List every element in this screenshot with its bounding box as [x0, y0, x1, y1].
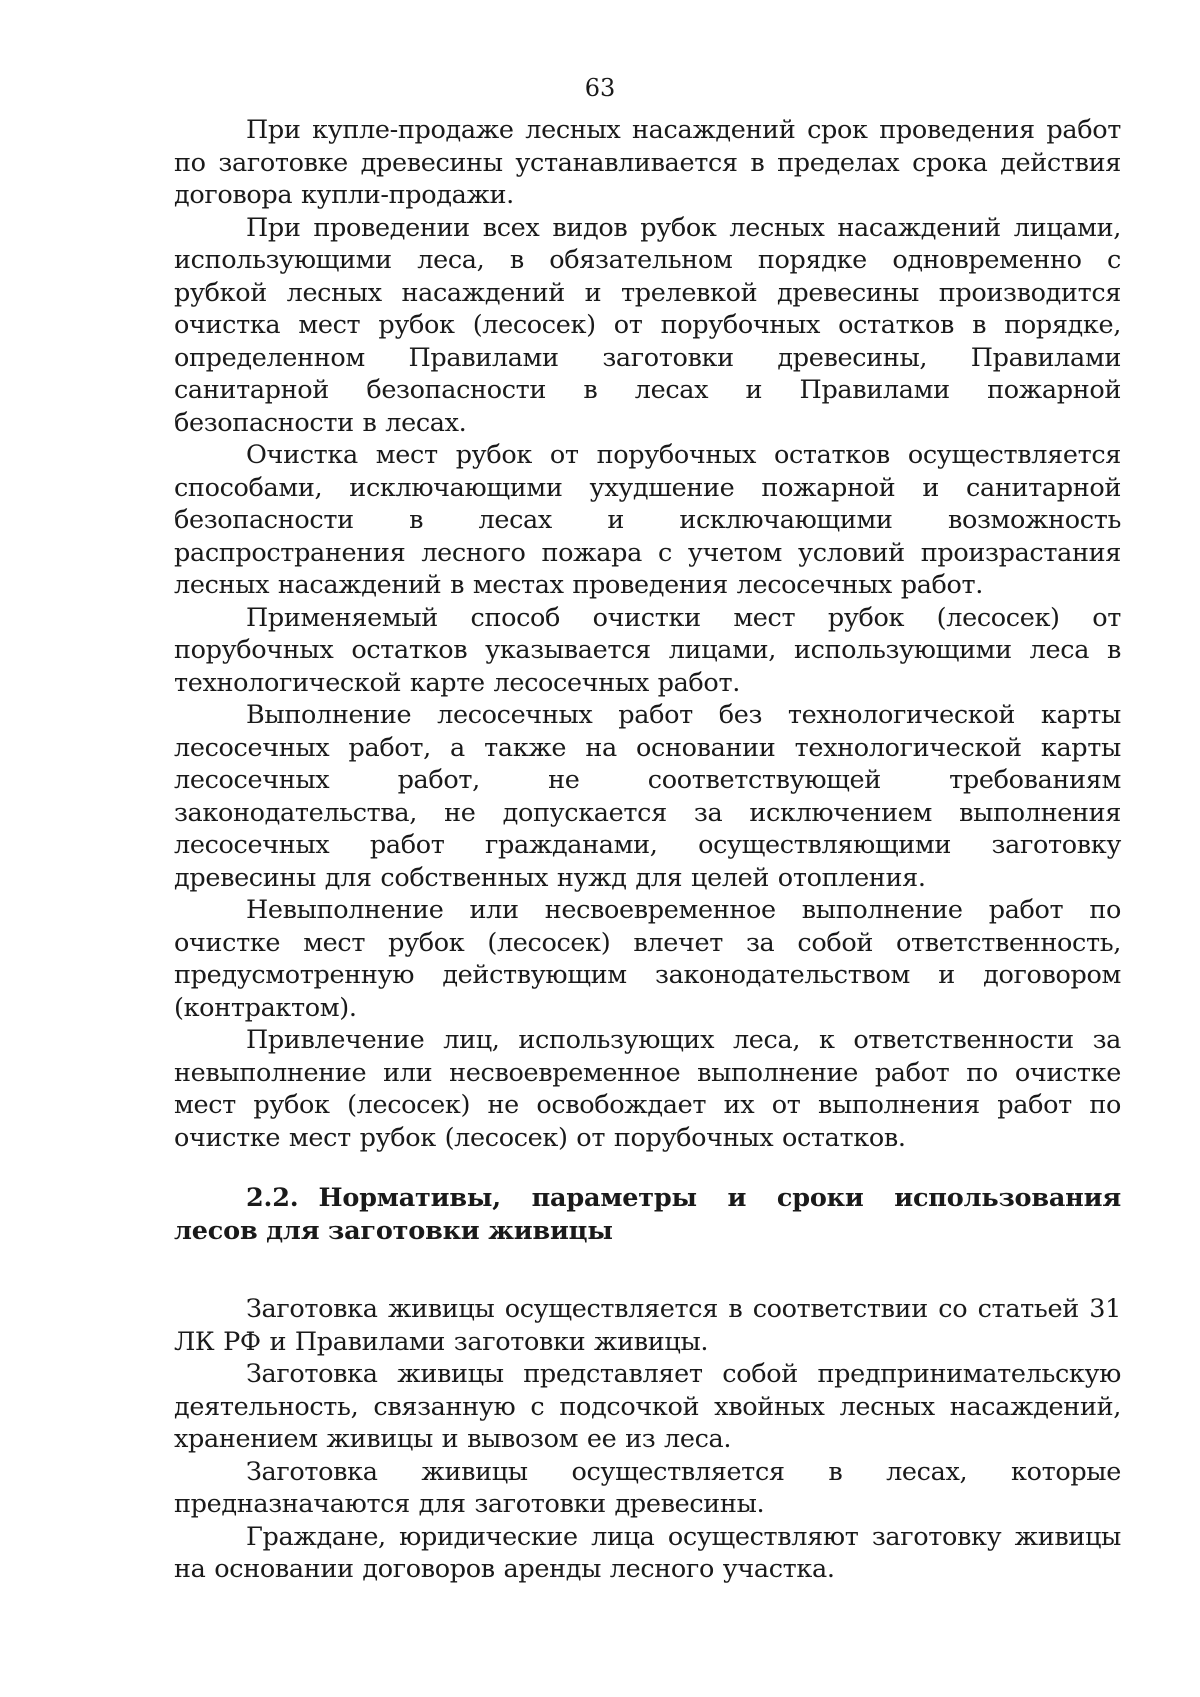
section-2-2 [174, 1182, 1121, 1247]
document-body [174, 114, 1121, 1586]
paragraph-works-without-map: Выполнение лесосечных работ без технологической карты лесосечных работ, а также на основании технологической карты лесосечных работ, не соответствующей требованиям законодательства, не допускается за исключением выполнения лесосечных работ гражданами, осуществляющими заготовку древесины для собственных нужд для целей отопления. [174, 700, 1121, 893]
paragraph-cleaning-obligation: При проведении всех видов рубок лесных насаждений лицами, использующими леса, в обязательном порядке одновременно с рубкой лесных насаждений и трелевкой древесины производится очистка мест рубок (лесосек) от порубочных остатков в порядке, определенном Правилами заготовки древесины, Правилами санитарной безопасности в лесах и Правилами пожарной безопасности в лесах. [174, 212, 1121, 438]
paragraph-no-release: Привлечение лиц, использующих леса, к ответственности за невыполнение или несвоевременное выполнение работ по очистке мест рубок (лесосек) не освобождает их от выполнения работ по очистке мест рубок (лесосек) от порубочных остатков. [174, 1025, 1121, 1153]
paragraph-sale-contract: При купле-продаже лесных насаждений срок проведения работ по заготовке древесины устанавливается в пределах срока действия договора купли-продажи. [174, 115, 1121, 210]
paragraph-tech-map: Применяемый способ очистки мест рубок (лесосек) от порубочных остатков указывается лицами, использующими леса в технологической карте лесосечных работ. [174, 602, 1121, 698]
section-number: 2.2. [246, 1183, 299, 1213]
page-number: 63 [584, 74, 616, 102]
paragraph-cleaning-methods: Очистка мест рубок от порубочных остатков осуществляется способами, исключающими ухудшение пожарной и санитарной безопасности в лесах и исключающими возможность распространения лесного пожара с учетом условий произрастания лесных насаждений в местах проведения лесосечных работ. [174, 440, 1121, 600]
paragraph-resin-lease: Граждане, юридические лица осуществляют заготовку живицы на основании договоров аренды лесного участка. [174, 1521, 1121, 1584]
section-heading [174, 1182, 1121, 1247]
paragraph-liability: Невыполнение или несвоевременное выполнение работ по очистке мест рубок (лесосек) влечет за собой ответственность, предусмотренную действующим законодательством и договором (контрактом). [174, 895, 1121, 1023]
paragraph-resin-forests: Заготовка живицы осуществляется в лесах, которые предназначаются для заготовки древесины. [174, 1456, 1121, 1519]
section-title: Нормативы, параметры и сроки использования лесов для заготовки живицы [174, 1183, 1121, 1246]
paragraph-resin-definition: Заготовка живицы представляет собой предпринимательскую деятельность, связанную с подсочкой хвойных лесных насаждений, хранением живицы и вывозом ее из леса. [174, 1359, 1121, 1454]
paragraph-resin-legal-basis: Заготовка живицы осуществляется в соответствии со статьей 31 ЛК РФ и Правилами заготовки живицы. [174, 1294, 1121, 1357]
